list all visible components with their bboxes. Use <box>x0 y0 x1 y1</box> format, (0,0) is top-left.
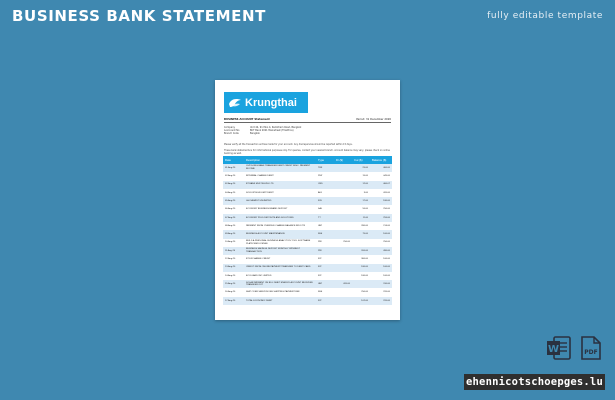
cell-type: VAT <box>316 280 334 288</box>
transactions-table <box>223 156 392 305</box>
table-header-row <box>223 156 392 164</box>
cell-debit <box>334 288 352 296</box>
cell-debit <box>334 230 352 238</box>
cell-description: PAYMENT FROM OVERDUE CHARGE BALANCE INDO TR <box>244 222 316 230</box>
cell-balance: 460.00 <box>370 164 392 172</box>
account-row <box>224 132 391 135</box>
file-format-icons <box>546 335 602 361</box>
cell-description: TOTAL ECONOMIC DEBIT <box>244 297 316 305</box>
cell-balance: 310.00 <box>370 280 392 288</box>
cell-type: ADJ <box>316 189 334 197</box>
cell-balance: 255.00 <box>370 214 392 222</box>
table-row <box>223 288 392 296</box>
cell-debit: 420.00 <box>334 280 352 288</box>
cell-credit: 55.00 <box>352 205 370 213</box>
cell-debit <box>334 205 352 213</box>
cell-debit <box>334 214 352 222</box>
cell-date: 16-Aug-20 <box>223 288 244 296</box>
table-row <box>223 181 392 189</box>
statement-note-secondary: These bank statements is for informational purposes only. For queries, contact your nearest branch. Account balance may vary, please check on online banking as well. <box>224 149 390 155</box>
word-icon-label: W <box>547 344 560 355</box>
cell-date: 17-Aug-20 <box>223 297 244 305</box>
cell-type: FIP <box>316 255 334 263</box>
cell-type: FIP <box>316 297 334 305</box>
cell-description: BUILD A PERSONAL BUSINESS ANALYTICS TOOL SOFTWARE PLATFORM LICENSE <box>244 239 316 247</box>
cell-type: TT <box>316 214 334 222</box>
table-row <box>223 264 392 272</box>
cell-type: CRD <box>316 181 334 189</box>
column-header-description: Description <box>244 156 316 164</box>
cell-date: 14-Aug-20 <box>223 272 244 280</box>
cell-balance: 160.00 <box>370 272 392 280</box>
transactions-body <box>223 164 392 305</box>
cell-description: ECONOMY PLUS DEPOSITS AND SOLUTIONS <box>244 214 316 222</box>
cell-type: SAL <box>316 205 334 213</box>
table-row <box>223 197 392 205</box>
pdf-icon[interactable] <box>580 335 602 361</box>
statement-document <box>215 80 400 320</box>
cell-date: 12-Aug-20 <box>223 255 244 263</box>
table-row <box>223 222 392 230</box>
statement-date: Period: 31 December 2020 <box>356 118 391 121</box>
cell-balance: 460.07 <box>370 181 392 189</box>
cell-description: SHIP OVER SERVICE FEE SHIPPING PAYMENT REF <box>244 288 316 296</box>
cell-description: CREDIT FROM ONLINE PAYMENT TRANSFER TO DEBIT CARD <box>244 264 316 272</box>
pdf-icon-label: PDF <box>584 349 598 356</box>
account-value: Unit 44, 91 Moo 4, Ramkham Road, Bangkok <box>250 126 302 129</box>
cell-description: LA CHEMIST UNLIMITED <box>244 197 316 205</box>
cell-type: TRF <box>316 164 334 172</box>
cell-description: SOLDOPSIGN LIMIT DEBIT <box>244 189 316 197</box>
table-row <box>223 272 392 280</box>
cell-credit: 180.00 <box>352 264 370 272</box>
cell-balance: 160.00 <box>370 255 392 263</box>
cell-debit <box>334 255 352 263</box>
cell-credit: 11.00 <box>352 214 370 222</box>
cell-debit <box>334 264 352 272</box>
cell-date: 07-Aug-20 <box>223 214 244 222</box>
cell-description: ECOLLAND INC LIMITED <box>244 272 316 280</box>
cell-credit <box>352 239 370 247</box>
cell-description: BT BANK MULTILEVEL LTD <box>244 181 316 189</box>
cell-credit: 250.00 <box>352 288 370 296</box>
cell-description: SOLAR PAYMENT ON BILL DEBIT ENERGY ACCOUNT RECEIVED TRANSFER OUT <box>244 280 316 288</box>
cell-description: BUSINESS SAVINGS DEPOSIT MONTHLY INTEREST TRANSACTION <box>244 247 316 255</box>
cell-debit <box>334 272 352 280</box>
cell-debit <box>334 247 352 255</box>
table-row <box>223 172 392 180</box>
divider <box>224 122 391 123</box>
cell-date: 06-Aug-20 <box>223 205 244 213</box>
cell-debit: 250.00 <box>334 239 352 247</box>
column-header-date: Date <box>223 156 244 164</box>
account-info <box>224 126 391 135</box>
cell-type: FIN <box>316 197 334 205</box>
cell-credit: 280.00 <box>352 222 370 230</box>
bank-logo <box>224 92 308 113</box>
column-header-debit: Dr.($) <box>334 156 352 164</box>
cell-balance: 420.00 <box>370 189 392 197</box>
account-key: Company <box>224 126 235 129</box>
cell-description: ECONOMY BUSINESS BRAND DEPOSIT <box>244 205 316 213</box>
cell-debit <box>334 197 352 205</box>
cell-type: FIP <box>316 264 334 272</box>
table-row <box>223 255 392 263</box>
cell-balance: 250.00 <box>370 239 392 247</box>
table-row <box>223 164 392 172</box>
cell-balance: 214.00 <box>370 222 392 230</box>
cell-date: 15-Aug-20 <box>223 280 244 288</box>
cell-type: FEE <box>316 288 334 296</box>
cell-date: 02-Aug-20 <box>223 172 244 180</box>
table-row <box>223 247 392 255</box>
cell-debit <box>334 297 352 305</box>
word-icon[interactable] <box>546 335 572 361</box>
cell-type: FIP <box>316 272 334 280</box>
cell-date: 09-Aug-20 <box>223 230 244 238</box>
bank-name: Krungthai <box>245 96 297 109</box>
cell-date: 08-Aug-20 <box>223 222 244 230</box>
account-value: Bangkok <box>250 132 260 135</box>
account-key: Branch Code <box>224 132 239 135</box>
cell-date: 01-Aug-20 <box>223 164 244 172</box>
cell-credit: 360.00 <box>352 255 370 263</box>
cell-credit: 15.00 <box>352 172 370 180</box>
cell-balance: 220.00 <box>370 288 392 296</box>
table-row <box>223 189 392 197</box>
cell-balance: 445.00 <box>370 172 392 180</box>
account-key: A.Account No <box>224 129 240 132</box>
cell-debit <box>334 222 352 230</box>
cell-balance: 160.00 <box>370 230 392 238</box>
cell-credit: 3.00 <box>352 189 370 197</box>
cell-balance: 220.00 <box>370 297 392 305</box>
cell-credit: 200.00 <box>352 247 370 255</box>
cell-type: FEE <box>316 230 334 238</box>
cell-credit: 25.00 <box>352 164 370 172</box>
cell-type: PRI <box>316 239 334 247</box>
cell-date: 13-Aug-20 <box>223 264 244 272</box>
cell-date: 11-Aug-20 <box>223 247 244 255</box>
cell-type: VAT <box>316 222 334 230</box>
cell-date: 10-Aug-20 <box>223 239 244 247</box>
cell-balance: 490.00 <box>370 247 392 255</box>
cell-type: PRI <box>316 247 334 255</box>
account-value: BCT Bank 2021 Mainstreet (ThaiPrice) <box>250 129 294 132</box>
column-header-balance: Balance ($) <box>370 156 392 164</box>
cell-credit: 102.00 <box>352 297 370 305</box>
cell-description: BUSINESS ACCOUNT MAINTENANCE <box>244 230 316 238</box>
cell-description: OUTGOING BANK TRANSFER DEBIT CREDIT MISC. PAYMENT INCOME <box>244 164 316 172</box>
table-row <box>223 230 392 238</box>
statement-note: Please verify all the transaction entries made for your account. Any discrepancies should be reported within 15 days. <box>224 143 353 146</box>
bird-logo-icon <box>227 95 243 111</box>
cell-date: 02-Aug-20 <box>223 181 244 189</box>
cell-credit <box>352 280 370 288</box>
column-header-credit: Cur.($) <box>352 156 370 164</box>
cell-balance: 160.00 <box>370 264 392 272</box>
table-row <box>223 297 392 305</box>
cell-balance: 180.00 <box>370 197 392 205</box>
cell-date: 04-Aug-20 <box>223 189 244 197</box>
cell-debit <box>334 181 352 189</box>
cell-description: INTERNAL CHARGE DEBIT <box>244 172 316 180</box>
cell-description: BT EXCHANGE CREDIT <box>244 255 316 263</box>
statement-label: BUSINESS ACCOUNT Statement <box>224 118 270 121</box>
page-subtitle: fully editable template <box>487 11 603 21</box>
column-header-type: Type <box>316 156 334 164</box>
cell-credit: 12.00 <box>352 181 370 189</box>
table-row <box>223 214 392 222</box>
cell-credit: 180.00 <box>352 272 370 280</box>
table-row <box>223 239 392 247</box>
cell-type: PIW <box>316 172 334 180</box>
cell-debit <box>334 164 352 172</box>
brand-watermark: ehennicotschoepges.lu <box>464 374 605 390</box>
cell-date: 05-Aug-20 <box>223 197 244 205</box>
table-row <box>223 280 392 288</box>
cell-debit <box>334 189 352 197</box>
cell-balance: 250.00 <box>370 205 392 213</box>
cell-debit <box>334 172 352 180</box>
cell-credit: 17.00 <box>352 197 370 205</box>
cell-credit: 75.00 <box>352 230 370 238</box>
table-row <box>223 205 392 213</box>
page-title: BUSINESS BANK STATEMENT <box>12 7 266 25</box>
